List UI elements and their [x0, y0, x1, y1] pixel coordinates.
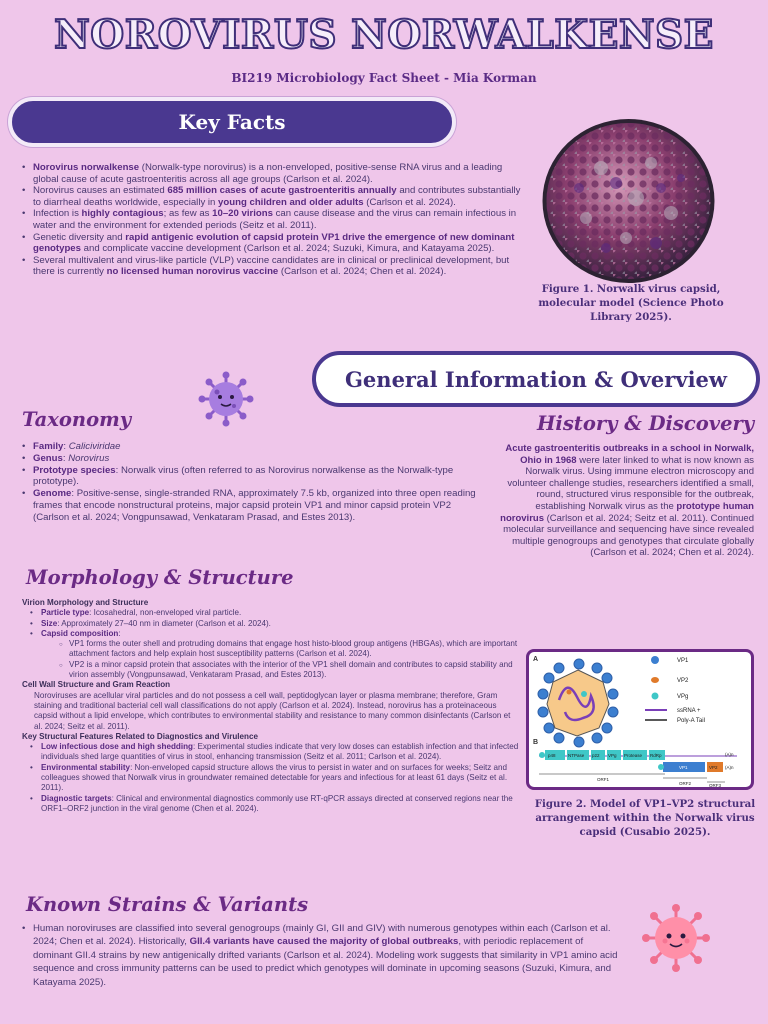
history-text: Acute gastroenteritis outbreaks in a school in Norwalk, Ohio in 1968 were later linked to what is now known as Norwalk virus. Using immune electron microscopy and volunteer challenge studies, researchers identified a small, round, structured virus responsible for the outbreak, establishing Norwalk virus as the prototype human norovirus (Carlson et al. 2024; Seitz et al. 2011). Continued molecular surveillance and sequencing have since revealed multiple genogroups and genotypes that circulate globally (Carlson et al. 2024; Chen et al. 2024). — [500, 443, 754, 559]
list-item: • Genome: Positive-sense, single-stranded RNA, approximately 7.5 kb, organized into three open reading frames that encode nonstructural proteins, major capsid protein VP1 and minor capsid protein VP2 (Carlson et al. 2024; Vongpunsawad, Venkataram Prasad, and Estes 2013). — [22, 488, 477, 523]
general-info-heading: General Information & Overview — [345, 366, 727, 392]
list-item: • Diagnostic targets: Clinical and environmental diagnostics commonly use RT-qPCR assays directed at conserved regions near the ORF1–ORF2 junction in the viral genome (Chen et al. 2024). — [30, 794, 520, 815]
legend-vp1: VP1 — [677, 658, 689, 664]
svg-text:VPg: VPg — [608, 753, 617, 758]
svg-text:p48: p48 — [548, 753, 556, 758]
svg-text:RdRp: RdRp — [650, 753, 662, 758]
list-item: ○ VP1 forms the outer shell and protruding domains that engage host histo-blood group antigens (HBGAs), which are important attachment factors and help explain host susceptibility patterns (Carlson et al. 2024). — [59, 639, 520, 660]
list-item: • Genetic diversity and rapid antigenic evolution of capsid protein VP1 drive the emergence of new dominant genotypes and complicate vaccine development (Carlson et al. 2024; Suzuki, Kimura, and Katayama 2025). — [22, 232, 522, 255]
legend-vpg: VPg — [677, 694, 689, 700]
svg-text:ORF2: ORF2 — [679, 781, 692, 786]
svg-text:Protease: Protease — [624, 753, 643, 758]
list-item: • Human noroviruses are classified into several genogroups (mainly GI, GII and GIV) with numerous genotypes within each (Carlson et al. 2024; Chen et al. 2024). Historically, GII.4 variants have caused the majority of global outbreaks, with periodic replacement of dominant GII.4 strains by new antigenically drifted variants (Carlson et al. 2024). Modeling work suggests that similarity in VP1 amino acid sequence and cross immunity patterns can be used to predict which genotypes will dominate in upcoming seasons (Suzuki, Kimura, and Katayama 2025). — [22, 922, 622, 989]
virus-mascot-pink-icon — [638, 903, 714, 973]
page-subtitle: BI219 Microbiology Fact Sheet - Mia Korman — [231, 71, 537, 85]
list-item: • Capsid composition: ○ VP1 forms the outer shell and protruding domains that engage host histo-blood group antigens (HBGAs), which are important attachment factors and help explain host susceptibility patterns (Carlson et al. 2024). ○ VP2 is a minor capsid protein that associates with the interior of the VP1 shell domain and contributes to capsid stability and virion assembly (Vongpunsawad, Venkataram Prasad, and Estes 2013). — [30, 629, 520, 680]
taxonomy-heading: Taxonomy — [22, 408, 132, 431]
list-item: ○ VP2 is a minor capsid protein that associates with the interior of the VP1 shell domain and contributes to capsid stability and virion assembly (Vongpunsawad, Venkataram Prasad, and Estes 2013). — [59, 660, 520, 681]
taxonomy-list — [22, 441, 477, 524]
strains-heading: Known Strains & Variants — [26, 893, 309, 916]
list-item: • Infection is highly contagious; as few as 10–20 virions can cause disease and the virus can remain infectious in water and the environment for extended periods (Seitz et al. 2011). — [22, 208, 522, 231]
svg-text:ORF3: ORF3 — [709, 783, 722, 787]
svg-text:(A)n: (A)n — [725, 752, 734, 757]
svg-text:VP2: VP2 — [709, 765, 718, 770]
virion-subheading: Virion Morphology and Structure — [22, 598, 149, 607]
keyfeatures-subheading: Key Structural Features Related to Diagnostics and Virulence — [22, 731, 258, 741]
strains-list — [22, 922, 622, 989]
list-item: • Environmental stability: Non-enveloped capsid structure allows the virus to persist in water and on surfaces for weeks; Seitz and colleagues showed that Norwalk virus in groundwater remained detectable for years and infectious for at least 61 days (Seitz et al. 2011). — [30, 763, 520, 794]
virus-capsid-image — [541, 118, 716, 284]
list-item: • Genus: Norovirus — [22, 453, 477, 465]
list-item: • Norovirus causes an estimated 685 million cases of acute gastroenteritis annually and contributes substantially to diarrheal deaths worldwide, especially in young children and older adults (Carlson et al. 2024). — [22, 185, 522, 208]
list-item: • Norovirus norwalkense (Norwalk-type norovirus) is a non-enveloped, positive-sense RNA virus and a leading global cause of acute gastroenteritis across all age groups (Carlson et al. 2024). — [22, 162, 522, 185]
vp1-vp2-diagram — [526, 649, 754, 790]
svg-text:ORF1: ORF1 — [597, 777, 610, 782]
cellwall-subheading: Cell Wall Structure and Gram Reaction — [22, 680, 171, 690]
general-info-banner — [312, 351, 760, 407]
virus-mascot-icon — [196, 371, 256, 427]
list-item: • Prototype species: Norwalk virus (often referred to as Norovirus norwalkense as the Norwalk-type prototype). — [22, 465, 477, 489]
svg-text:p22: p22 — [592, 753, 600, 758]
figure1-caption: Figure 1. Norwalk virus capsid, molecular model (Science Photo Library 2025). — [538, 283, 724, 323]
list-item: • Size: Approximately 27–40 nm in diameter (Carlson et al. 2024). — [30, 619, 520, 629]
svg-text:VP1: VP1 — [679, 765, 688, 770]
key-facts-heading: Key Facts — [178, 110, 286, 134]
morphology-text — [22, 598, 520, 814]
key-facts-banner — [8, 97, 456, 147]
list-item: • Family: Caliciviridae — [22, 441, 477, 453]
panel-b-label: B — [533, 739, 539, 746]
svg-text:(A)n: (A)n — [725, 765, 734, 770]
key-facts-list — [22, 162, 522, 278]
legend-vp2: VP2 — [677, 678, 689, 684]
page-title: NOROVIRUS NORWALKENSE — [54, 12, 714, 58]
figure2-caption: Figure 2. Model of VP1–VP2 structural arrangement within the Norwalk virus capsid (Cusabio 2025). — [534, 798, 756, 838]
cellwall-paragraph: Noroviruses are acellular viral particles and do not possess a cell wall, peptidoglycan layer or plasma membrane; therefore, Gram staining and traditional bacterial cell wall classifications do not apply (Carlson et al. 2024). Instead, norovirus has a proteinaceous capsid without a lipid envelope, which contributes to environmental stability and resistance to many common disinfectants (Carlson et al. 2024; Seitz et al. 2011). — [34, 690, 511, 731]
legend-ssrna: ssRNA + — [677, 708, 701, 714]
list-item: • Particle type: Icosahedral, non-enveloped viral particle. — [30, 608, 520, 618]
list-item: • Low infectious dose and high shedding: Experimental studies indicate that very low doses can establish infection and that infected individuals shed large quantities of virus in stool, enhancing transmission (Seitz et al. 2011; Carlson et al. 2024). — [30, 742, 520, 763]
svg-text:NTPase: NTPase — [568, 753, 585, 758]
panel-a-label: A — [533, 656, 539, 663]
list-item: • Several multivalent and virus-like particle (VLP) vaccine candidates are in clinical or preclinical development, but there is currently no licensed human norovirus vaccine (Carlson et al. 2024; Chen et al. 2024). — [22, 255, 522, 278]
morphology-heading: Morphology & Structure — [26, 566, 294, 589]
legend-polya: Poly-A Tail — [677, 718, 705, 724]
history-heading: History & Discovery — [537, 412, 755, 435]
